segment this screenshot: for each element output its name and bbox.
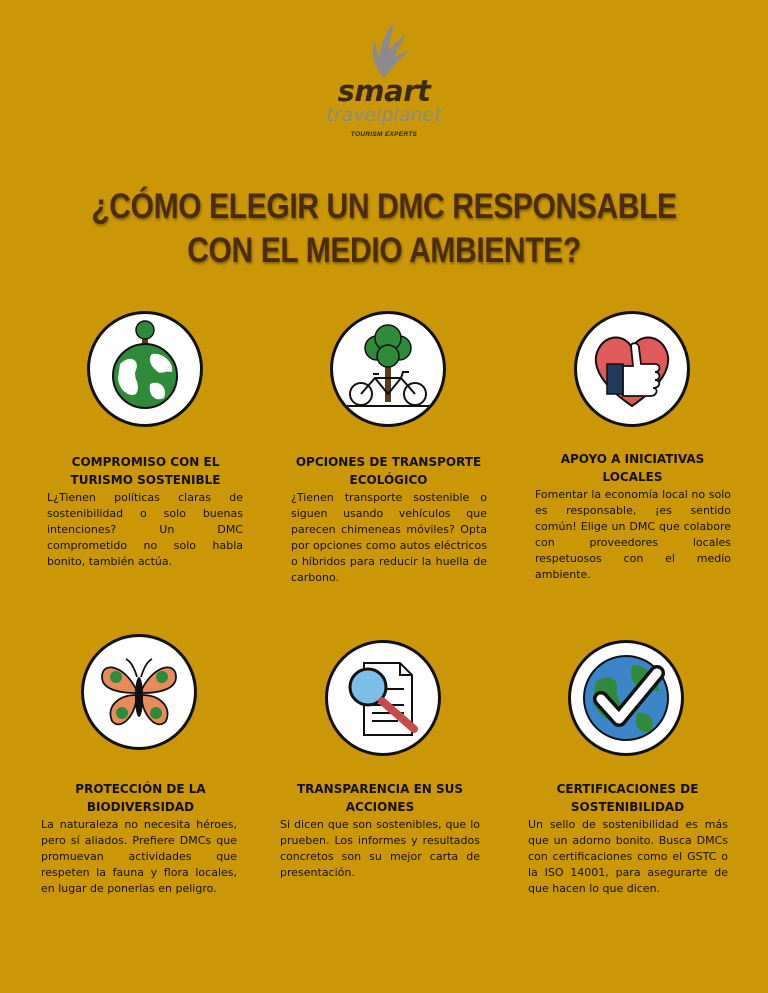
brand-logo: [0, 18, 768, 138]
brand-tagline: TOURISM EXPERTS: [350, 131, 418, 138]
page-title-line1: ¿CÓMO ELEGIR UN DMC RESPONSABLE: [91, 187, 677, 226]
brand-name-secondary: travelplanet: [326, 104, 442, 126]
globe-tree-icon: [90, 314, 200, 424]
card-1-icon-circle: [87, 311, 203, 427]
magnifier-document-icon: [328, 643, 438, 753]
card-5-title: TRANSPARENCIA EN SUS ACCIONES: [296, 782, 464, 814]
card-5-text: Si dicen que son sostenibles, que lo prueben. Los informes y resultados concretos son su mejor carta de presentación.: [280, 818, 480, 879]
card-5-icon-circle: [325, 640, 441, 756]
card-4-title: PROTECCIÓN DE LA BIODIVERSIDAD: [75, 782, 206, 814]
card-3-title: APOYO A INICIATIVAS LOCALES: [560, 452, 705, 484]
card-3-icon-circle: [574, 311, 690, 427]
brand-name-primary: smart: [337, 74, 431, 108]
card-3-text: Fomentar la economía local no solo es responsable, ¡es sentido común! Elige un DMC que colabore con proveedores locales respetuosos con el medio ambiente.: [535, 488, 731, 581]
card-6-text: Un sello de sostenibilidad es más que un adorno bonito. Busca DMCs con certificaciones como el GSTC o la ISO 14001, para asegurarte de que hacen lo que dicen.: [528, 818, 728, 895]
butterfly-icon: [84, 637, 194, 747]
card-2-title: OPCIONES DE TRANSPORTE ECOLÓGICO: [295, 455, 482, 487]
card-6-title: CERTIFICACIONES DE SOSTENIBILIDAD: [556, 782, 699, 814]
card-4-text: La naturaleza no necesita héroes, pero sí aliados. Prefiere DMCs que promuevan actividades que respeten la fauna y flora locales, en lugar de ponerlas en peligro.: [41, 818, 237, 895]
page-title-line2: CON EL MEDIO AMBIENTE?: [187, 231, 581, 270]
globe-checkmark-icon: [571, 643, 681, 753]
card-4-icon-circle: [81, 634, 197, 750]
card-6-icon-circle: [568, 640, 684, 756]
card-1-title: COMPROMISO CON EL TURISMO SOSTENIBLE: [70, 455, 221, 487]
heart-thumbs-up-icon: [577, 314, 687, 424]
card-2-icon-circle: [330, 311, 446, 427]
page-title: [54, 185, 714, 273]
card-2-text: ¿Tienen transporte sostenible o siguen usando vehículos que parecen chimeneas móviles? Opta por opciones como autos eléctricos o híbridos para reducir la huella de carbono.: [291, 491, 487, 584]
tree-bicycle-icon: [333, 314, 443, 424]
card-1-text: L¿Tienen políticas claras de sostenibilidad o solo buenas intenciones? Un DMC comprometido no solo habla bonito, también actúa.: [47, 491, 243, 568]
leaf-logo-icon: [354, 18, 414, 80]
